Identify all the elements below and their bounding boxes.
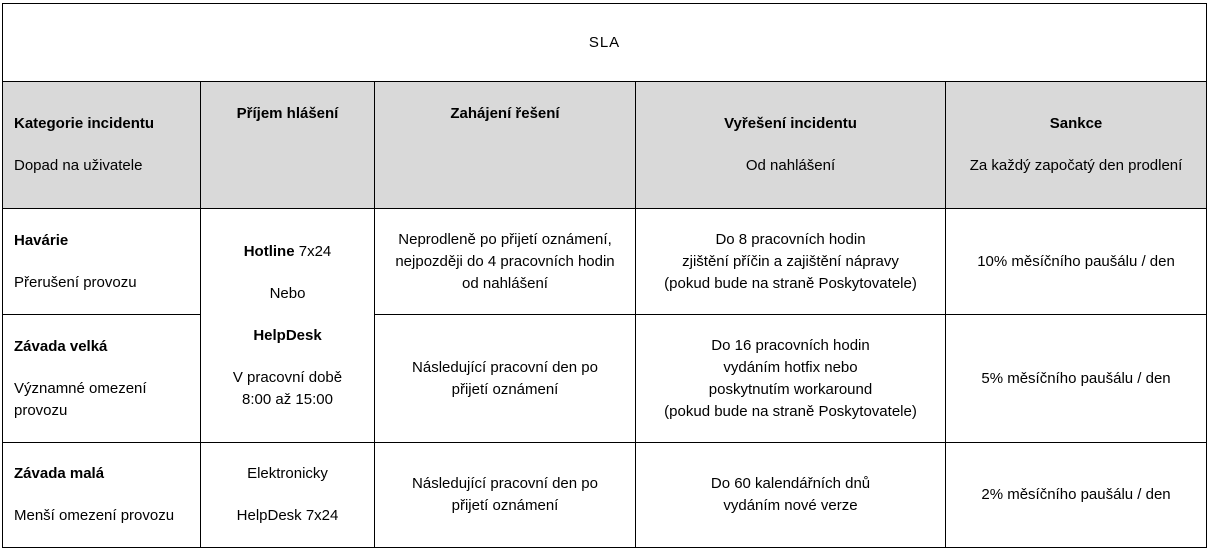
start-line: přijetí oznámení	[451, 380, 559, 398]
penalty-cell: 5% měsíčního paušálu / den	[946, 315, 1207, 443]
table-row	[3, 209, 1207, 315]
intake-or: Nebo	[269, 284, 306, 302]
header-start	[375, 82, 636, 209]
header-resolve-label: Vyřešení incidentu	[724, 115, 857, 132]
header-penalty	[946, 82, 1207, 209]
header-category-label: Kategorie incidentu	[14, 115, 155, 132]
header-intake-label: Příjem hlášení	[236, 105, 339, 122]
category-name: Havárie	[14, 231, 69, 249]
intake-cell	[201, 209, 375, 443]
start-line: nejpozději do 4 pracovních hodin	[395, 252, 615, 270]
intake-cell	[201, 443, 375, 548]
header-row	[3, 82, 1207, 209]
resolve-cell	[636, 209, 946, 315]
table-title: SLA	[3, 4, 1207, 82]
category-impact: Přerušení provozu	[14, 273, 137, 291]
category-name: Závada malá	[14, 465, 105, 482]
header-category-sub: Dopad na uživatele	[14, 157, 143, 174]
start-line: od nahlášení	[462, 274, 548, 292]
resolve-line: (pokud bude na straně Poskytovatele)	[664, 402, 917, 420]
header-intake	[201, 82, 375, 209]
resolve-line: zjištění příčin a zajištění nápravy	[682, 252, 899, 270]
header-start-label: Zahájení řešení	[450, 105, 560, 122]
category-impact: Menší omezení provozu	[14, 507, 175, 524]
start-cell	[375, 209, 636, 315]
start-line: Následující pracovní den po	[412, 358, 598, 376]
intake-hotline	[201, 241, 374, 263]
header-category	[3, 82, 201, 209]
intake-helpdesk: HelpDesk	[253, 326, 322, 344]
resolve-cell	[636, 315, 946, 443]
table-row	[3, 443, 1207, 548]
intake-line: HelpDesk 7x24	[236, 507, 339, 524]
penalty-cell: 2% měsíčního paušálu / den	[946, 443, 1207, 548]
resolve-line: Do 8 pracovních hodin	[715, 230, 866, 248]
resolve-line: Do 60 kalendářních dnů	[710, 475, 871, 492]
header-penalty-label: Sankce	[1049, 115, 1103, 132]
intake-hours-2: 8:00 až 15:00	[242, 390, 333, 408]
sla-table	[2, 3, 1207, 548]
header-resolve	[636, 82, 946, 209]
resolve-line: Do 16 pracovních hodin	[711, 336, 870, 354]
start-cell	[375, 315, 636, 443]
category-cell	[3, 209, 201, 315]
category-cell	[3, 443, 201, 548]
start-line: Následující pracovní den po	[412, 475, 598, 492]
intake-hotline-rest: 7x24	[294, 242, 332, 260]
start-line: přijetí oznámení	[451, 497, 559, 514]
start-line: Neprodleně po přijetí oznámení,	[398, 230, 612, 248]
category-name: Závada velká	[14, 337, 108, 355]
penalty-cell: 10% měsíčního paušálu / den	[946, 209, 1207, 315]
category-impact: Významné omezení provozu	[14, 379, 147, 419]
intake-hours-1: V pracovní době	[232, 368, 343, 386]
intake-hotline-bold: Hotline	[243, 242, 295, 260]
resolve-cell	[636, 443, 946, 548]
header-penalty-sub: Za každý započatý den prodlení	[969, 157, 1183, 174]
intake-line: Elektronicky	[247, 465, 328, 482]
resolve-line: vydáním nové verze	[723, 497, 858, 514]
resolve-line: (pokud bude na straně Poskytovatele)	[664, 274, 917, 292]
resolve-line: poskytnutím workaround	[708, 380, 873, 398]
start-cell	[375, 443, 636, 548]
resolve-line: vydáním hotfix nebo	[723, 358, 858, 376]
table-row	[3, 315, 1207, 443]
category-cell	[3, 315, 201, 443]
header-resolve-sub: Od nahlášení	[745, 157, 836, 174]
